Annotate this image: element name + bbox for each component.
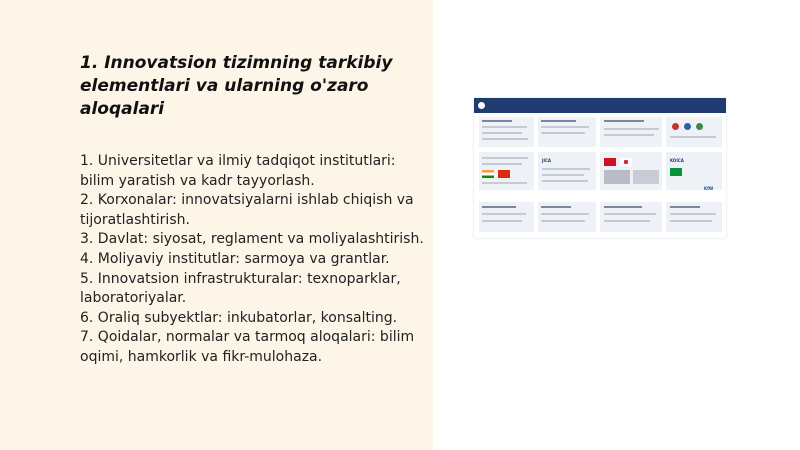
infographic-thumbnail xyxy=(474,98,726,238)
list-item: 3. Davlat: siyosat, reglament va moliyalashtirish. xyxy=(80,231,424,248)
koica-logo: KOICA xyxy=(670,158,684,163)
slide-title: 1. Innovatsion tizimning tarkibiy elementlari va ularning o'zaro aloqalari xyxy=(80,53,393,119)
content-list xyxy=(80,152,425,368)
list-item: 2. Korxonalar: innovatsiyalarni ishlab chiqish va tijoratlashtirish. xyxy=(80,192,414,228)
jica-logo: JICA xyxy=(542,158,552,163)
kfw-logo: KfW xyxy=(704,186,714,191)
list-item: 5. Innovatsion infrastrukturalar: texnoparklar, laboratoriyalar. xyxy=(80,270,401,307)
list-item: 1. Universitetlar va ilmiy tadqiqot institutlari: bilim yaratish va kadr tayyorlash. xyxy=(80,153,396,189)
list-item: 4. Moliyaviy institutlar: sarmoya va grantlar. xyxy=(80,250,390,267)
infographic-header xyxy=(474,98,726,113)
university-logo-icon xyxy=(478,102,485,109)
list-item: 7. Qoidalar, normalar va tarmoq aloqalari: bilim oqimi, hamkorlik va fikr-mulohaza. xyxy=(80,329,415,365)
list-item: 6. Oraliq subyektlar: inkubatorlar, konsalting. xyxy=(80,309,398,326)
infographic-block xyxy=(666,117,722,147)
